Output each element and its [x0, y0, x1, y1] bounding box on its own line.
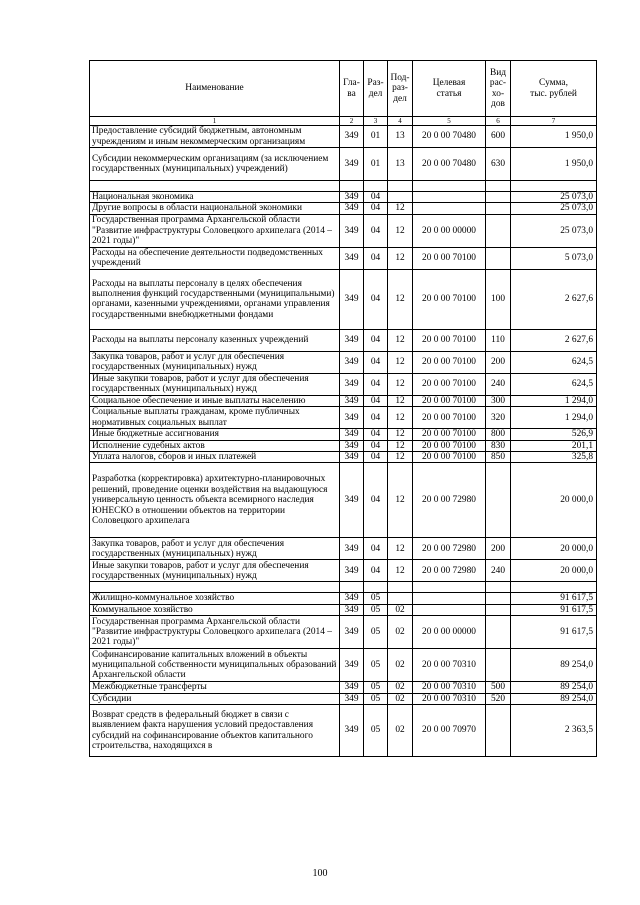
row-vid: 240 — [486, 373, 511, 395]
row-target: 20 0 00 00000 — [413, 214, 486, 247]
row-podrazdel: 13 — [388, 148, 413, 181]
row-name: Иные бюджетные ассигнования — [90, 429, 340, 440]
row-podrazdel: 12 — [388, 560, 413, 582]
budget-table — [89, 60, 597, 757]
row-podrazdel: 12 — [388, 463, 413, 538]
row-target — [413, 604, 486, 615]
row-podrazdel: 12 — [388, 429, 413, 440]
header-sum: Сумма, тыс. рублей — [511, 61, 597, 117]
row-vid: 200 — [486, 538, 511, 560]
row-razdel: 04 — [364, 429, 388, 440]
row-podrazdel: 12 — [388, 407, 413, 429]
row-glava: 349 — [340, 693, 364, 704]
row-glava: 349 — [340, 649, 364, 682]
table-header-row — [90, 61, 597, 117]
table-row — [90, 440, 597, 451]
row-name — [90, 582, 340, 593]
table-row — [90, 463, 597, 538]
row-razdel: 05 — [364, 693, 388, 704]
row-vid: 520 — [486, 693, 511, 704]
row-name: Софинансирование капитальных вложений в объекты муниципальной собственности муниципальных образований Архангельской области — [90, 649, 340, 682]
row-sum: 1 950,0 — [511, 148, 597, 181]
table-row — [90, 604, 597, 615]
row-name: Социальные выплаты гражданам, кроме публичных нормативных социальных выплат — [90, 407, 340, 429]
row-vid — [486, 582, 511, 593]
row-razdel: 04 — [364, 560, 388, 582]
row-sum: 91 617,5 — [511, 604, 597, 615]
row-podrazdel: 02 — [388, 693, 413, 704]
row-razdel: 04 — [364, 203, 388, 214]
row-target: 20 0 00 70310 — [413, 649, 486, 682]
row-razdel: 01 — [364, 126, 388, 148]
row-name: Социальное обеспечение и иные выплаты населению — [90, 395, 340, 406]
row-podrazdel: 12 — [388, 269, 413, 329]
row-podrazdel: 12 — [388, 203, 413, 214]
row-name: Субсидии некоммерческим организациям (за исключением государственных (муниципальных) учреждений) — [90, 148, 340, 181]
row-sum: 526,9 — [511, 429, 597, 440]
row-glava: 349 — [340, 452, 364, 463]
row-razdel: 04 — [364, 440, 388, 451]
row-sum: 325,8 — [511, 452, 597, 463]
row-name: Расходы на выплаты персоналу в целях обеспечения выполнения функций государственными (муниципальными) органами, казенными учреждениями, органами управления государственными внебюджетными фондами — [90, 269, 340, 329]
header-target: Целевая статья — [413, 61, 486, 117]
row-vid: 240 — [486, 560, 511, 582]
table-row — [90, 538, 597, 560]
row-glava: 349 — [340, 616, 364, 649]
header-razdel: Раз- дел — [364, 61, 388, 117]
column-number: 1 — [90, 117, 340, 126]
table-row — [90, 329, 597, 351]
column-number: 7 — [511, 117, 597, 126]
table-row — [90, 429, 597, 440]
row-vid — [486, 463, 511, 538]
row-glava: 349 — [340, 440, 364, 451]
row-sum: 1 294,0 — [511, 395, 597, 406]
row-target: 20 0 00 70310 — [413, 682, 486, 693]
table-row — [90, 395, 597, 406]
row-name: Иные закупки товаров, работ и услуг для обеспечения государственных (муниципальных) нужд — [90, 373, 340, 395]
row-sum: 5 073,0 — [511, 247, 597, 269]
row-glava: 349 — [340, 247, 364, 269]
row-vid: 300 — [486, 395, 511, 406]
row-glava: 349 — [340, 192, 364, 203]
row-glava: 349 — [340, 604, 364, 615]
row-sum: 624,5 — [511, 373, 597, 395]
row-podrazdel: 02 — [388, 604, 413, 615]
row-vid: 100 — [486, 269, 511, 329]
row-name: Расходы на обеспечение деятельности подведомственных учреждений — [90, 247, 340, 269]
row-sum: 1 950,0 — [511, 126, 597, 148]
row-podrazdel: 12 — [388, 452, 413, 463]
row-sum: 89 254,0 — [511, 693, 597, 704]
row-vid — [486, 214, 511, 247]
column-number: 5 — [413, 117, 486, 126]
row-name: Возврат средств в федеральный бюджет в связи с выявлением факта нарушения условий предоставления субсидий на софинансирование объектов капитального строительства, находящихся в — [90, 705, 340, 757]
row-target: 20 0 00 70100 — [413, 329, 486, 351]
row-vid — [486, 616, 511, 649]
row-name: Жилищно-коммунальное хозяйство — [90, 593, 340, 604]
row-sum — [511, 582, 597, 593]
row-podrazdel: 12 — [388, 440, 413, 451]
column-number: 3 — [364, 117, 388, 126]
row-vid — [486, 593, 511, 604]
row-razdel: 04 — [364, 538, 388, 560]
row-target: 20 0 00 70100 — [413, 395, 486, 406]
table-spacer-row — [90, 582, 597, 593]
row-name: Национальная экономика — [90, 192, 340, 203]
row-podrazdel: 12 — [388, 373, 413, 395]
row-podrazdel — [388, 181, 413, 192]
row-target: 20 0 00 70310 — [413, 693, 486, 704]
table-row — [90, 407, 597, 429]
row-target: 20 0 00 70480 — [413, 148, 486, 181]
row-podrazdel — [388, 593, 413, 604]
row-razdel — [364, 181, 388, 192]
row-vid: 200 — [486, 351, 511, 373]
row-glava: 349 — [340, 407, 364, 429]
row-sum: 91 617,5 — [511, 616, 597, 649]
row-razdel: 05 — [364, 649, 388, 682]
row-target: 20 0 00 70100 — [413, 429, 486, 440]
row-razdel: 05 — [364, 593, 388, 604]
row-podrazdel: 12 — [388, 247, 413, 269]
row-glava: 349 — [340, 203, 364, 214]
row-target — [413, 593, 486, 604]
row-razdel — [364, 582, 388, 593]
table-row — [90, 351, 597, 373]
column-number: 4 — [388, 117, 413, 126]
row-name: Другие вопросы в области национальной экономики — [90, 203, 340, 214]
column-number-row — [90, 117, 597, 126]
row-sum: 2 363,5 — [511, 705, 597, 757]
row-podrazdel: 02 — [388, 705, 413, 757]
row-razdel: 04 — [364, 407, 388, 429]
row-target: 20 0 00 72980 — [413, 560, 486, 582]
table-row — [90, 203, 597, 214]
row-sum: 624,5 — [511, 351, 597, 373]
row-target: 20 0 00 70480 — [413, 126, 486, 148]
row-vid: 320 — [486, 407, 511, 429]
column-number: 6 — [486, 117, 511, 126]
row-target: 20 0 00 70100 — [413, 452, 486, 463]
row-glava: 349 — [340, 429, 364, 440]
row-target: 20 0 00 70100 — [413, 247, 486, 269]
row-sum: 1 294,0 — [511, 407, 597, 429]
table-spacer-row — [90, 181, 597, 192]
row-vid — [486, 649, 511, 682]
row-glava: 349 — [340, 269, 364, 329]
row-name: Субсидии — [90, 693, 340, 704]
row-target: 20 0 00 70970 — [413, 705, 486, 757]
row-razdel: 05 — [364, 705, 388, 757]
row-glava: 349 — [340, 329, 364, 351]
row-glava: 349 — [340, 126, 364, 148]
row-name: Исполнение судебных актов — [90, 440, 340, 451]
table-row — [90, 269, 597, 329]
row-glava: 349 — [340, 463, 364, 538]
row-podrazdel: 02 — [388, 616, 413, 649]
row-glava — [340, 181, 364, 192]
table-row — [90, 693, 597, 704]
row-name — [90, 181, 340, 192]
row-name: Предоставление субсидий бюджетным, автономным учреждениям и иным некоммерческим организациям — [90, 126, 340, 148]
row-glava: 349 — [340, 560, 364, 582]
row-name: Закупка товаров, работ и услуг для обеспечения государственных (муниципальных) нужд — [90, 538, 340, 560]
row-podrazdel: 12 — [388, 351, 413, 373]
row-target — [413, 181, 486, 192]
row-podrazdel: 12 — [388, 214, 413, 247]
row-vid — [486, 192, 511, 203]
row-target: 20 0 00 70100 — [413, 351, 486, 373]
table-row — [90, 616, 597, 649]
row-sum: 89 254,0 — [511, 682, 597, 693]
table-row — [90, 452, 597, 463]
row-razdel: 04 — [364, 452, 388, 463]
row-razdel: 05 — [364, 616, 388, 649]
row-razdel: 04 — [364, 351, 388, 373]
table-row — [90, 649, 597, 682]
row-name: Коммунальное хозяйство — [90, 604, 340, 615]
row-sum: 25 073,0 — [511, 192, 597, 203]
row-razdel: 04 — [364, 247, 388, 269]
row-vid — [486, 705, 511, 757]
row-vid: 850 — [486, 452, 511, 463]
row-target: 20 0 00 72980 — [413, 538, 486, 560]
row-vid: 110 — [486, 329, 511, 351]
row-name: Иные закупки товаров, работ и услуг для обеспечения государственных (муниципальных) нужд — [90, 560, 340, 582]
row-razdel: 04 — [364, 373, 388, 395]
row-target: 20 0 00 70100 — [413, 407, 486, 429]
row-vid: 800 — [486, 429, 511, 440]
row-vid: 600 — [486, 126, 511, 148]
column-number: 2 — [340, 117, 364, 126]
row-sum: 20 000,0 — [511, 538, 597, 560]
row-glava: 349 — [340, 373, 364, 395]
row-target: 20 0 00 72980 — [413, 463, 486, 538]
row-vid — [486, 203, 511, 214]
row-glava: 349 — [340, 593, 364, 604]
row-glava: 349 — [340, 538, 364, 560]
row-podrazdel: 02 — [388, 682, 413, 693]
row-vid: 500 — [486, 682, 511, 693]
row-glava: 349 — [340, 214, 364, 247]
table-row — [90, 560, 597, 582]
header-podrazdel: Под- раз- дел — [388, 61, 413, 117]
row-vid — [486, 181, 511, 192]
row-vid: 630 — [486, 148, 511, 181]
table-row — [90, 247, 597, 269]
row-glava: 349 — [340, 351, 364, 373]
header-glava: Гла- ва — [340, 61, 364, 117]
row-sum: 201,1 — [511, 440, 597, 451]
row-razdel: 05 — [364, 604, 388, 615]
header-vid: Вид рас- хо- дов — [486, 61, 511, 117]
row-name: Межбюджетные трансферты — [90, 682, 340, 693]
row-podrazdel: 12 — [388, 329, 413, 351]
row-name: Государственная программа Архангельской области "Развитие инфраструктуры Соловецкого архипелага (2014 – 2021 годы)" — [90, 616, 340, 649]
row-target: 20 0 00 70100 — [413, 373, 486, 395]
row-name: Закупка товаров, работ и услуг для обеспечения государственных (муниципальных) нужд — [90, 351, 340, 373]
row-razdel: 04 — [364, 329, 388, 351]
row-razdel: 05 — [364, 682, 388, 693]
page-number: 100 — [312, 868, 328, 879]
row-target: 20 0 00 70100 — [413, 440, 486, 451]
row-glava: 349 — [340, 682, 364, 693]
row-podrazdel — [388, 582, 413, 593]
row-name: Разработка (корректировка) архитектурно-планировочных решений, проведение оценки воздействия на выдающуюся универсальную ценность объекта всемирного наследия ЮНЕСКО в отношении объектов на территории Соловецкого архипелага — [90, 463, 340, 538]
table-row — [90, 593, 597, 604]
table-row — [90, 148, 597, 181]
row-razdel: 04 — [364, 395, 388, 406]
row-sum: 91 617,5 — [511, 593, 597, 604]
table-row — [90, 126, 597, 148]
table-row — [90, 192, 597, 203]
row-target — [413, 582, 486, 593]
row-sum: 20 000,0 — [511, 463, 597, 538]
row-podrazdel — [388, 192, 413, 203]
row-target — [413, 203, 486, 214]
row-glava: 349 — [340, 148, 364, 181]
table-row — [90, 373, 597, 395]
row-razdel: 04 — [364, 192, 388, 203]
row-name: Расходы на выплаты персоналу казенных учреждений — [90, 329, 340, 351]
row-sum: 2 627,6 — [511, 329, 597, 351]
row-podrazdel: 02 — [388, 649, 413, 682]
row-vid: 830 — [486, 440, 511, 451]
row-glava: 349 — [340, 395, 364, 406]
row-podrazdel: 12 — [388, 538, 413, 560]
row-target: 20 0 00 00000 — [413, 616, 486, 649]
row-name: Государственная программа Архангельской области "Развитие инфраструктуры Соловецкого архипелага (2014 – 2021 годы)" — [90, 214, 340, 247]
row-sum: 89 254,0 — [511, 649, 597, 682]
header-name: Наименование — [90, 61, 340, 117]
row-sum: 25 073,0 — [511, 203, 597, 214]
row-target: 20 0 00 70100 — [413, 269, 486, 329]
row-razdel: 04 — [364, 463, 388, 538]
row-name: Уплата налогов, сборов и иных платежей — [90, 452, 340, 463]
row-razdel: 01 — [364, 148, 388, 181]
row-vid — [486, 604, 511, 615]
row-razdel: 04 — [364, 214, 388, 247]
row-target — [413, 192, 486, 203]
table-row — [90, 214, 597, 247]
row-glava — [340, 582, 364, 593]
row-sum: 2 627,6 — [511, 269, 597, 329]
table-row — [90, 705, 597, 757]
row-podrazdel: 12 — [388, 395, 413, 406]
row-vid — [486, 247, 511, 269]
table-row — [90, 682, 597, 693]
row-sum: 25 073,0 — [511, 214, 597, 247]
row-razdel: 04 — [364, 269, 388, 329]
row-sum — [511, 181, 597, 192]
row-glava: 349 — [340, 705, 364, 757]
row-sum: 20 000,0 — [511, 560, 597, 582]
row-podrazdel: 13 — [388, 126, 413, 148]
